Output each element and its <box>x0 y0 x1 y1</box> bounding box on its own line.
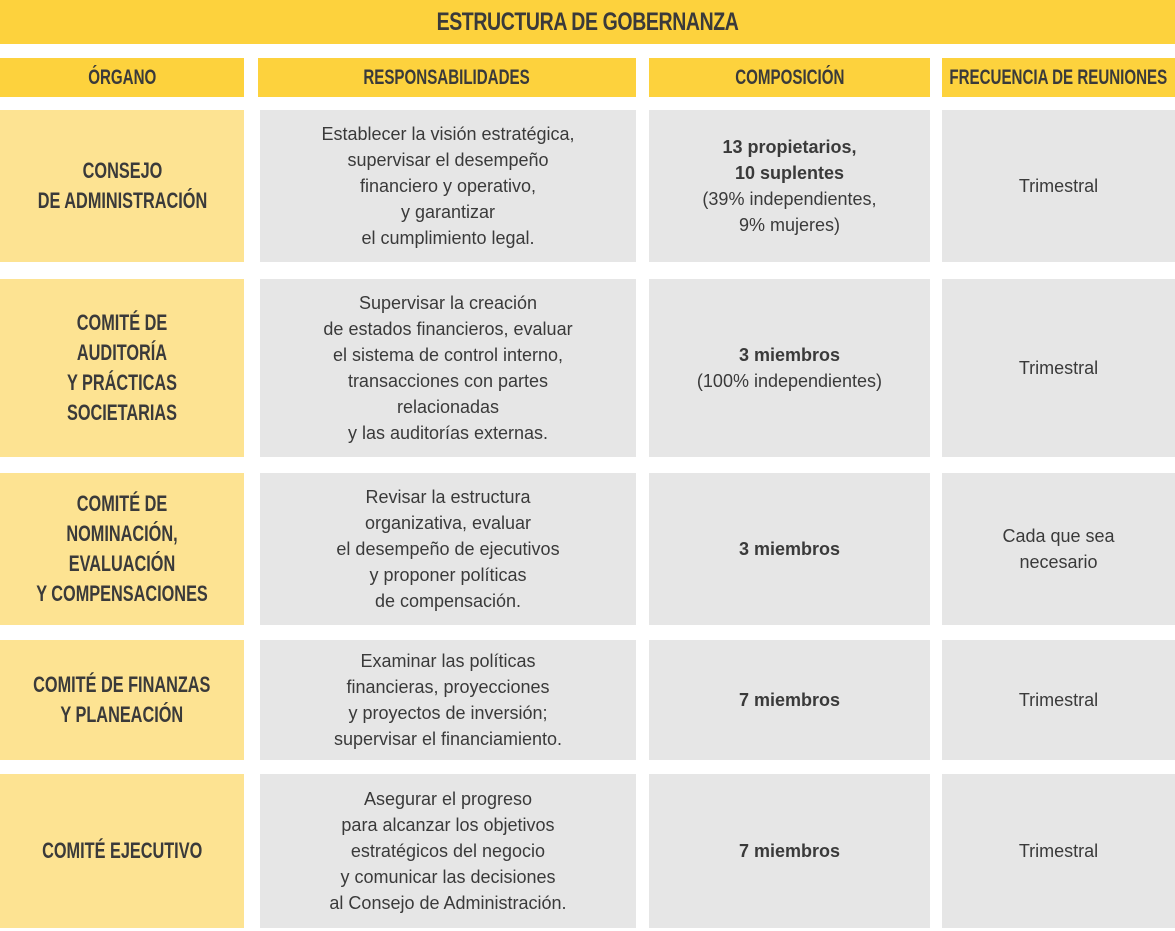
row-responsabilidades-cell <box>260 774 636 928</box>
row-organo: COMITÉ DE FINANZAS Y PLANEACIÓN <box>33 672 211 727</box>
row-organo: COMITÉ DE NOMINACIÓN, EVALUACIÓN Y COMPENSACIONES <box>36 491 208 606</box>
row-composicion-cell <box>649 279 930 457</box>
row-frecuencia: Cada que sea necesario <box>1002 526 1115 572</box>
header-composicion-label: COMPOSICIÓN <box>734 65 845 89</box>
row-organo: COMITÉ EJECUTIVO <box>41 838 203 863</box>
title-banner <box>0 0 1175 44</box>
row-organo-cell <box>0 640 244 760</box>
row-frecuencia: Trimestral <box>1018 358 1099 378</box>
row-composicion: 7 miembros <box>738 841 841 861</box>
row-responsabilidades: Establecer la visión estratégica, supervisar el desempeño financiero y operativo, y garantizar el cumplimiento legal. <box>321 124 575 248</box>
row-responsabilidades: Examinar las políticas financieras, proyecciones y proyectos de inversión; supervisar el financiamiento. <box>333 651 563 749</box>
header-composicion <box>649 58 930 97</box>
row-responsabilidades-cell <box>260 279 636 457</box>
row-composicion-nota: (39% independientes, 9% mujeres) <box>702 189 877 235</box>
header-responsabilidades <box>258 58 636 97</box>
row-responsabilidades: Supervisar la creación de estados financieros, evaluar el sistema de control interno, transacciones con partes relacionadas y las auditorías externas. <box>323 293 573 443</box>
row-composicion-cell <box>649 110 930 262</box>
row-frecuencia: Trimestral <box>1018 176 1099 196</box>
header-organo <box>0 58 244 97</box>
row-frecuencia-cell <box>942 473 1175 625</box>
header-responsabilidades-label: RESPONSABILIDADES <box>363 65 531 89</box>
row-composicion: 3 miembros <box>738 539 841 559</box>
row-organo: COMITÉ DE AUDITORÍA Y PRÁCTICAS SOCIETARIAS <box>66 310 178 425</box>
header-frecuencia-label: FRECUENCIA DE REUNIONES <box>949 65 1168 89</box>
row-composicion-nota: (100% independientes) <box>696 371 883 391</box>
row-frecuencia: Trimestral <box>1018 841 1099 861</box>
row-composicion-cell <box>649 473 930 625</box>
row-organo-cell <box>0 473 244 625</box>
row-frecuencia-cell <box>942 110 1175 262</box>
header-frecuencia <box>942 58 1175 97</box>
row-responsabilidades-cell <box>260 473 636 625</box>
row-composicion-cell <box>649 640 930 760</box>
row-organo-cell <box>0 279 244 457</box>
page-title: ESTRUCTURA DE GOBERNANZA <box>436 7 739 36</box>
row-frecuencia-cell <box>942 279 1175 457</box>
header-organo-label: ÓRGANO <box>87 65 157 89</box>
row-composicion: 7 miembros <box>738 690 841 710</box>
row-composicion: 3 miembros <box>738 345 841 365</box>
row-responsabilidades-cell <box>260 640 636 760</box>
row-responsabilidades: Asegurar el progreso para alcanzar los objetivos estratégicos del negocio y comunicar las decisiones al Consejo de Administración. <box>329 789 567 913</box>
row-frecuencia-cell <box>942 774 1175 928</box>
row-composicion-cell <box>649 774 930 928</box>
row-responsabilidades-cell <box>260 110 636 262</box>
row-responsabilidades: Revisar la estructura organizativa, evaluar el desempeño de ejecutivos y proponer políticas de compensación. <box>336 487 560 611</box>
row-organo-cell <box>0 774 244 928</box>
row-frecuencia-cell <box>942 640 1175 760</box>
row-organo: CONSEJO DE ADMINISTRACIÓN <box>37 158 207 213</box>
row-frecuencia: Trimestral <box>1018 690 1099 710</box>
row-composicion: 13 propietarios, 10 suplentes <box>722 137 857 183</box>
row-organo-cell <box>0 110 244 262</box>
